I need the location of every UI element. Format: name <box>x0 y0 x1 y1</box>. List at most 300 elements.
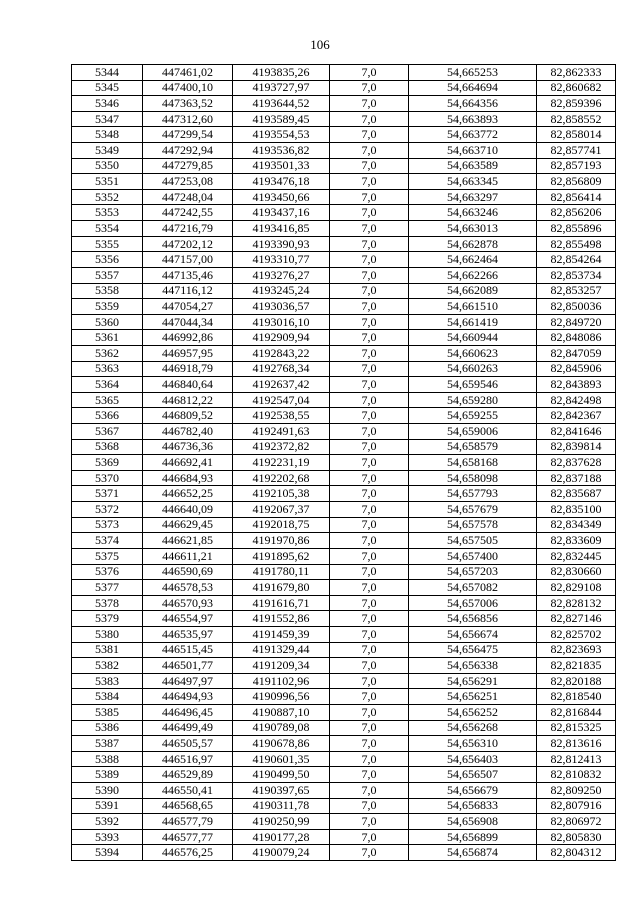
latitude-cell: 54,656268 <box>409 720 537 736</box>
latitude-cell: 54,663893 <box>409 111 537 127</box>
longitude-cell: 82,827146 <box>537 611 616 627</box>
longitude-cell: 82,856809 <box>537 174 616 190</box>
longitude-cell: 82,855498 <box>537 236 616 252</box>
depth-cell: 7,0 <box>330 533 409 549</box>
x-coordinate-cell: 447157,00 <box>143 252 233 268</box>
x-coordinate-cell: 446550,41 <box>143 783 233 799</box>
depth-cell: 7,0 <box>330 205 409 221</box>
y-coordinate-cell: 4193536,82 <box>233 143 330 159</box>
y-coordinate-cell: 4190678,86 <box>233 736 330 752</box>
depth-cell: 7,0 <box>330 189 409 205</box>
x-coordinate-cell: 447253,08 <box>143 174 233 190</box>
x-coordinate-cell: 446692,41 <box>143 455 233 471</box>
longitude-cell: 82,853257 <box>537 283 616 299</box>
x-coordinate-cell: 446535,97 <box>143 626 233 642</box>
y-coordinate-cell: 4193554,53 <box>233 127 330 143</box>
y-coordinate-cell: 4190250,99 <box>233 814 330 830</box>
longitude-cell: 82,856206 <box>537 205 616 221</box>
depth-cell: 7,0 <box>330 720 409 736</box>
longitude-cell: 82,832445 <box>537 548 616 564</box>
table-row <box>72 517 616 533</box>
depth-cell: 7,0 <box>330 267 409 283</box>
x-coordinate-cell: 447400,10 <box>143 80 233 96</box>
x-coordinate-cell: 447292,94 <box>143 143 233 159</box>
depth-cell: 7,0 <box>330 143 409 159</box>
depth-cell: 7,0 <box>330 252 409 268</box>
table-row <box>72 221 616 237</box>
point-number-cell: 5354 <box>72 221 143 237</box>
y-coordinate-cell: 4192637,42 <box>233 377 330 393</box>
y-coordinate-cell: 4192231,19 <box>233 455 330 471</box>
longitude-cell: 82,841646 <box>537 424 616 440</box>
table-row <box>72 314 616 330</box>
point-number-cell: 5353 <box>72 205 143 221</box>
point-number-cell: 5351 <box>72 174 143 190</box>
x-coordinate-cell: 447312,60 <box>143 111 233 127</box>
latitude-cell: 54,656507 <box>409 767 537 783</box>
longitude-cell: 82,833609 <box>537 533 616 549</box>
depth-cell: 7,0 <box>330 580 409 596</box>
y-coordinate-cell: 4191102,96 <box>233 673 330 689</box>
table-row <box>72 642 616 658</box>
x-coordinate-cell: 446812,22 <box>143 392 233 408</box>
point-number-cell: 5355 <box>72 236 143 252</box>
x-coordinate-cell: 446577,79 <box>143 814 233 830</box>
table-row <box>72 611 616 627</box>
point-number-cell: 5368 <box>72 439 143 455</box>
depth-cell: 7,0 <box>330 111 409 127</box>
x-coordinate-cell: 446554,97 <box>143 611 233 627</box>
depth-cell: 7,0 <box>330 96 409 112</box>
table-row <box>72 361 616 377</box>
y-coordinate-cell: 4192843,22 <box>233 345 330 361</box>
latitude-cell: 54,663772 <box>409 127 537 143</box>
y-coordinate-cell: 4190789,08 <box>233 720 330 736</box>
point-number-cell: 5363 <box>72 361 143 377</box>
depth-cell: 7,0 <box>330 158 409 174</box>
latitude-cell: 54,660263 <box>409 361 537 377</box>
latitude-cell: 54,656310 <box>409 736 537 752</box>
point-number-cell: 5373 <box>72 517 143 533</box>
latitude-cell: 54,657793 <box>409 486 537 502</box>
depth-cell: 7,0 <box>330 814 409 830</box>
coordinates-table-body <box>72 65 616 861</box>
x-coordinate-cell: 447299,54 <box>143 127 233 143</box>
longitude-cell: 82,859396 <box>537 96 616 112</box>
point-number-cell: 5376 <box>72 564 143 580</box>
depth-cell: 7,0 <box>330 517 409 533</box>
x-coordinate-cell: 446577,77 <box>143 829 233 845</box>
x-coordinate-cell: 446516,97 <box>143 751 233 767</box>
x-coordinate-cell: 446652,25 <box>143 486 233 502</box>
depth-cell: 7,0 <box>330 174 409 190</box>
depth-cell: 7,0 <box>330 783 409 799</box>
x-coordinate-cell: 446568,65 <box>143 798 233 814</box>
longitude-cell: 82,849720 <box>537 314 616 330</box>
x-coordinate-cell: 446782,40 <box>143 424 233 440</box>
table-row <box>72 252 616 268</box>
depth-cell: 7,0 <box>330 345 409 361</box>
point-number-cell: 5380 <box>72 626 143 642</box>
latitude-cell: 54,664694 <box>409 80 537 96</box>
x-coordinate-cell: 446497,97 <box>143 673 233 689</box>
y-coordinate-cell: 4192105,38 <box>233 486 330 502</box>
latitude-cell: 54,657006 <box>409 595 537 611</box>
longitude-cell: 82,834349 <box>537 517 616 533</box>
table-row <box>72 189 616 205</box>
latitude-cell: 54,658579 <box>409 439 537 455</box>
depth-cell: 7,0 <box>330 361 409 377</box>
point-number-cell: 5352 <box>72 189 143 205</box>
x-coordinate-cell: 446576,25 <box>143 845 233 861</box>
table-row <box>72 736 616 752</box>
latitude-cell: 54,656899 <box>409 829 537 845</box>
point-number-cell: 5374 <box>72 533 143 549</box>
longitude-cell: 82,809250 <box>537 783 616 799</box>
latitude-cell: 54,656856 <box>409 611 537 627</box>
longitude-cell: 82,820188 <box>537 673 616 689</box>
longitude-cell: 82,837188 <box>537 470 616 486</box>
y-coordinate-cell: 4192768,34 <box>233 361 330 377</box>
latitude-cell: 54,659546 <box>409 377 537 393</box>
table-row <box>72 236 616 252</box>
table-row <box>72 392 616 408</box>
x-coordinate-cell: 446611,21 <box>143 548 233 564</box>
longitude-cell: 82,860682 <box>537 80 616 96</box>
point-number-cell: 5364 <box>72 377 143 393</box>
table-row <box>72 502 616 518</box>
point-number-cell: 5392 <box>72 814 143 830</box>
y-coordinate-cell: 4193835,26 <box>233 65 330 81</box>
latitude-cell: 54,657203 <box>409 564 537 580</box>
x-coordinate-cell: 446590,69 <box>143 564 233 580</box>
latitude-cell: 54,656338 <box>409 658 537 674</box>
table-row <box>72 720 616 736</box>
x-coordinate-cell: 446496,45 <box>143 704 233 720</box>
x-coordinate-cell: 446499,49 <box>143 720 233 736</box>
table-row <box>72 486 616 502</box>
longitude-cell: 82,837628 <box>537 455 616 471</box>
table-row <box>72 111 616 127</box>
table-row <box>72 267 616 283</box>
longitude-cell: 82,804312 <box>537 845 616 861</box>
table-row <box>72 798 616 814</box>
point-number-cell: 5361 <box>72 330 143 346</box>
depth-cell: 7,0 <box>330 330 409 346</box>
latitude-cell: 54,658168 <box>409 455 537 471</box>
x-coordinate-cell: 446684,93 <box>143 470 233 486</box>
y-coordinate-cell: 4193450,66 <box>233 189 330 205</box>
table-row <box>72 626 616 642</box>
longitude-cell: 82,858014 <box>537 127 616 143</box>
x-coordinate-cell: 446494,93 <box>143 689 233 705</box>
x-coordinate-cell: 447202,12 <box>143 236 233 252</box>
x-coordinate-cell: 446918,79 <box>143 361 233 377</box>
latitude-cell: 54,656403 <box>409 751 537 767</box>
longitude-cell: 82,815325 <box>537 720 616 736</box>
x-coordinate-cell: 446629,45 <box>143 517 233 533</box>
point-number-cell: 5377 <box>72 580 143 596</box>
table-row <box>72 751 616 767</box>
y-coordinate-cell: 4191679,80 <box>233 580 330 596</box>
y-coordinate-cell: 4190601,35 <box>233 751 330 767</box>
point-number-cell: 5389 <box>72 767 143 783</box>
table-row <box>72 408 616 424</box>
point-number-cell: 5378 <box>72 595 143 611</box>
longitude-cell: 82,845906 <box>537 361 616 377</box>
y-coordinate-cell: 4192372,82 <box>233 439 330 455</box>
latitude-cell: 54,662878 <box>409 236 537 252</box>
x-coordinate-cell: 446501,77 <box>143 658 233 674</box>
latitude-cell: 54,656908 <box>409 814 537 830</box>
y-coordinate-cell: 4193245,24 <box>233 283 330 299</box>
longitude-cell: 82,855896 <box>537 221 616 237</box>
latitude-cell: 54,661419 <box>409 314 537 330</box>
point-number-cell: 5360 <box>72 314 143 330</box>
depth-cell: 7,0 <box>330 314 409 330</box>
y-coordinate-cell: 4192018,75 <box>233 517 330 533</box>
table-row <box>72 345 616 361</box>
table-row <box>72 564 616 580</box>
depth-cell: 7,0 <box>330 65 409 81</box>
x-coordinate-cell: 447461,02 <box>143 65 233 81</box>
point-number-cell: 5375 <box>72 548 143 564</box>
latitude-cell: 54,656833 <box>409 798 537 814</box>
latitude-cell: 54,661510 <box>409 299 537 315</box>
latitude-cell: 54,663589 <box>409 158 537 174</box>
latitude-cell: 54,657082 <box>409 580 537 596</box>
point-number-cell: 5358 <box>72 283 143 299</box>
latitude-cell: 54,659280 <box>409 392 537 408</box>
latitude-cell: 54,659255 <box>409 408 537 424</box>
y-coordinate-cell: 4192909,94 <box>233 330 330 346</box>
x-coordinate-cell: 446736,36 <box>143 439 233 455</box>
depth-cell: 7,0 <box>330 564 409 580</box>
point-number-cell: 5381 <box>72 642 143 658</box>
table-row <box>72 673 616 689</box>
point-number-cell: 5386 <box>72 720 143 736</box>
table-row <box>72 65 616 81</box>
x-coordinate-cell: 447242,55 <box>143 205 233 221</box>
y-coordinate-cell: 4190996,56 <box>233 689 330 705</box>
longitude-cell: 82,835687 <box>537 486 616 502</box>
y-coordinate-cell: 4190887,10 <box>233 704 330 720</box>
x-coordinate-cell: 446529,89 <box>143 767 233 783</box>
longitude-cell: 82,806972 <box>537 814 616 830</box>
table-row <box>72 424 616 440</box>
x-coordinate-cell: 446505,57 <box>143 736 233 752</box>
longitude-cell: 82,857193 <box>537 158 616 174</box>
latitude-cell: 54,660623 <box>409 345 537 361</box>
y-coordinate-cell: 4192547,04 <box>233 392 330 408</box>
latitude-cell: 54,657578 <box>409 517 537 533</box>
x-coordinate-cell: 447135,46 <box>143 267 233 283</box>
longitude-cell: 82,858552 <box>537 111 616 127</box>
depth-cell: 7,0 <box>330 377 409 393</box>
latitude-cell: 54,656291 <box>409 673 537 689</box>
depth-cell: 7,0 <box>330 221 409 237</box>
table-row <box>72 330 616 346</box>
y-coordinate-cell: 4191459,39 <box>233 626 330 642</box>
x-coordinate-cell: 446570,93 <box>143 595 233 611</box>
point-number-cell: 5393 <box>72 829 143 845</box>
point-number-cell: 5388 <box>72 751 143 767</box>
y-coordinate-cell: 4191616,71 <box>233 595 330 611</box>
latitude-cell: 54,656674 <box>409 626 537 642</box>
latitude-cell: 54,662464 <box>409 252 537 268</box>
longitude-cell: 82,847059 <box>537 345 616 361</box>
longitude-cell: 82,825702 <box>537 626 616 642</box>
table-row <box>72 174 616 190</box>
y-coordinate-cell: 4193727,97 <box>233 80 330 96</box>
longitude-cell: 82,816844 <box>537 704 616 720</box>
y-coordinate-cell: 4190397,65 <box>233 783 330 799</box>
longitude-cell: 82,812413 <box>537 751 616 767</box>
latitude-cell: 54,663710 <box>409 143 537 159</box>
y-coordinate-cell: 4191552,86 <box>233 611 330 627</box>
x-coordinate-cell: 446515,45 <box>143 642 233 658</box>
table-row <box>72 470 616 486</box>
latitude-cell: 54,656874 <box>409 845 537 861</box>
latitude-cell: 54,658098 <box>409 470 537 486</box>
table-row <box>72 845 616 861</box>
y-coordinate-cell: 4190079,24 <box>233 845 330 861</box>
depth-cell: 7,0 <box>330 439 409 455</box>
y-coordinate-cell: 4190311,78 <box>233 798 330 814</box>
depth-cell: 7,0 <box>330 236 409 252</box>
depth-cell: 7,0 <box>330 127 409 143</box>
table-row <box>72 814 616 830</box>
table-row <box>72 595 616 611</box>
x-coordinate-cell: 447054,27 <box>143 299 233 315</box>
x-coordinate-cell: 446992,86 <box>143 330 233 346</box>
y-coordinate-cell: 4190499,50 <box>233 767 330 783</box>
depth-cell: 7,0 <box>330 548 409 564</box>
longitude-cell: 82,829108 <box>537 580 616 596</box>
point-number-cell: 5394 <box>72 845 143 861</box>
y-coordinate-cell: 4193501,33 <box>233 158 330 174</box>
point-number-cell: 5382 <box>72 658 143 674</box>
point-number-cell: 5383 <box>72 673 143 689</box>
latitude-cell: 54,660944 <box>409 330 537 346</box>
latitude-cell: 54,657400 <box>409 548 537 564</box>
point-number-cell: 5366 <box>72 408 143 424</box>
point-number-cell: 5357 <box>72 267 143 283</box>
point-number-cell: 5346 <box>72 96 143 112</box>
depth-cell: 7,0 <box>330 829 409 845</box>
longitude-cell: 82,857741 <box>537 143 616 159</box>
x-coordinate-cell: 447044,34 <box>143 314 233 330</box>
table-row <box>72 143 616 159</box>
point-number-cell: 5390 <box>72 783 143 799</box>
point-number-cell: 5345 <box>72 80 143 96</box>
longitude-cell: 82,856414 <box>537 189 616 205</box>
point-number-cell: 5384 <box>72 689 143 705</box>
depth-cell: 7,0 <box>330 642 409 658</box>
point-number-cell: 5367 <box>72 424 143 440</box>
depth-cell: 7,0 <box>330 299 409 315</box>
depth-cell: 7,0 <box>330 392 409 408</box>
y-coordinate-cell: 4193437,16 <box>233 205 330 221</box>
latitude-cell: 54,662089 <box>409 283 537 299</box>
point-number-cell: 5347 <box>72 111 143 127</box>
table-row <box>72 689 616 705</box>
y-coordinate-cell: 4192067,37 <box>233 502 330 518</box>
table-row <box>72 158 616 174</box>
point-number-cell: 5391 <box>72 798 143 814</box>
y-coordinate-cell: 4193390,93 <box>233 236 330 252</box>
point-number-cell: 5344 <box>72 65 143 81</box>
longitude-cell: 82,828132 <box>537 595 616 611</box>
point-number-cell: 5379 <box>72 611 143 627</box>
table-row <box>72 439 616 455</box>
x-coordinate-cell: 447116,12 <box>143 283 233 299</box>
y-coordinate-cell: 4193589,45 <box>233 111 330 127</box>
y-coordinate-cell: 4191209,34 <box>233 658 330 674</box>
latitude-cell: 54,657679 <box>409 502 537 518</box>
y-coordinate-cell: 4191329,44 <box>233 642 330 658</box>
y-coordinate-cell: 4191780,11 <box>233 564 330 580</box>
table-row <box>72 127 616 143</box>
longitude-cell: 82,810832 <box>537 767 616 783</box>
depth-cell: 7,0 <box>330 845 409 861</box>
table-row <box>72 658 616 674</box>
table-row <box>72 767 616 783</box>
latitude-cell: 54,663297 <box>409 189 537 205</box>
table-row <box>72 829 616 845</box>
table-row <box>72 580 616 596</box>
depth-cell: 7,0 <box>330 767 409 783</box>
depth-cell: 7,0 <box>330 689 409 705</box>
y-coordinate-cell: 4193310,77 <box>233 252 330 268</box>
depth-cell: 7,0 <box>330 751 409 767</box>
table-row <box>72 205 616 221</box>
y-coordinate-cell: 4192538,55 <box>233 408 330 424</box>
point-number-cell: 5359 <box>72 299 143 315</box>
depth-cell: 7,0 <box>330 283 409 299</box>
table-row <box>72 80 616 96</box>
depth-cell: 7,0 <box>330 470 409 486</box>
latitude-cell: 54,663246 <box>409 205 537 221</box>
point-number-cell: 5362 <box>72 345 143 361</box>
point-number-cell: 5385 <box>72 704 143 720</box>
latitude-cell: 54,657505 <box>409 533 537 549</box>
depth-cell: 7,0 <box>330 658 409 674</box>
longitude-cell: 82,821835 <box>537 658 616 674</box>
depth-cell: 7,0 <box>330 80 409 96</box>
depth-cell: 7,0 <box>330 486 409 502</box>
longitude-cell: 82,853734 <box>537 267 616 283</box>
longitude-cell: 82,830660 <box>537 564 616 580</box>
point-number-cell: 5371 <box>72 486 143 502</box>
latitude-cell: 54,656252 <box>409 704 537 720</box>
depth-cell: 7,0 <box>330 704 409 720</box>
latitude-cell: 54,663345 <box>409 174 537 190</box>
longitude-cell: 82,813616 <box>537 736 616 752</box>
longitude-cell: 82,850036 <box>537 299 616 315</box>
point-number-cell: 5365 <box>72 392 143 408</box>
longitude-cell: 82,823693 <box>537 642 616 658</box>
point-number-cell: 5372 <box>72 502 143 518</box>
table-row <box>72 299 616 315</box>
y-coordinate-cell: 4190177,28 <box>233 829 330 845</box>
depth-cell: 7,0 <box>330 798 409 814</box>
longitude-cell: 82,843893 <box>537 377 616 393</box>
depth-cell: 7,0 <box>330 408 409 424</box>
point-number-cell: 5348 <box>72 127 143 143</box>
longitude-cell: 82,854264 <box>537 252 616 268</box>
longitude-cell: 82,807916 <box>537 798 616 814</box>
